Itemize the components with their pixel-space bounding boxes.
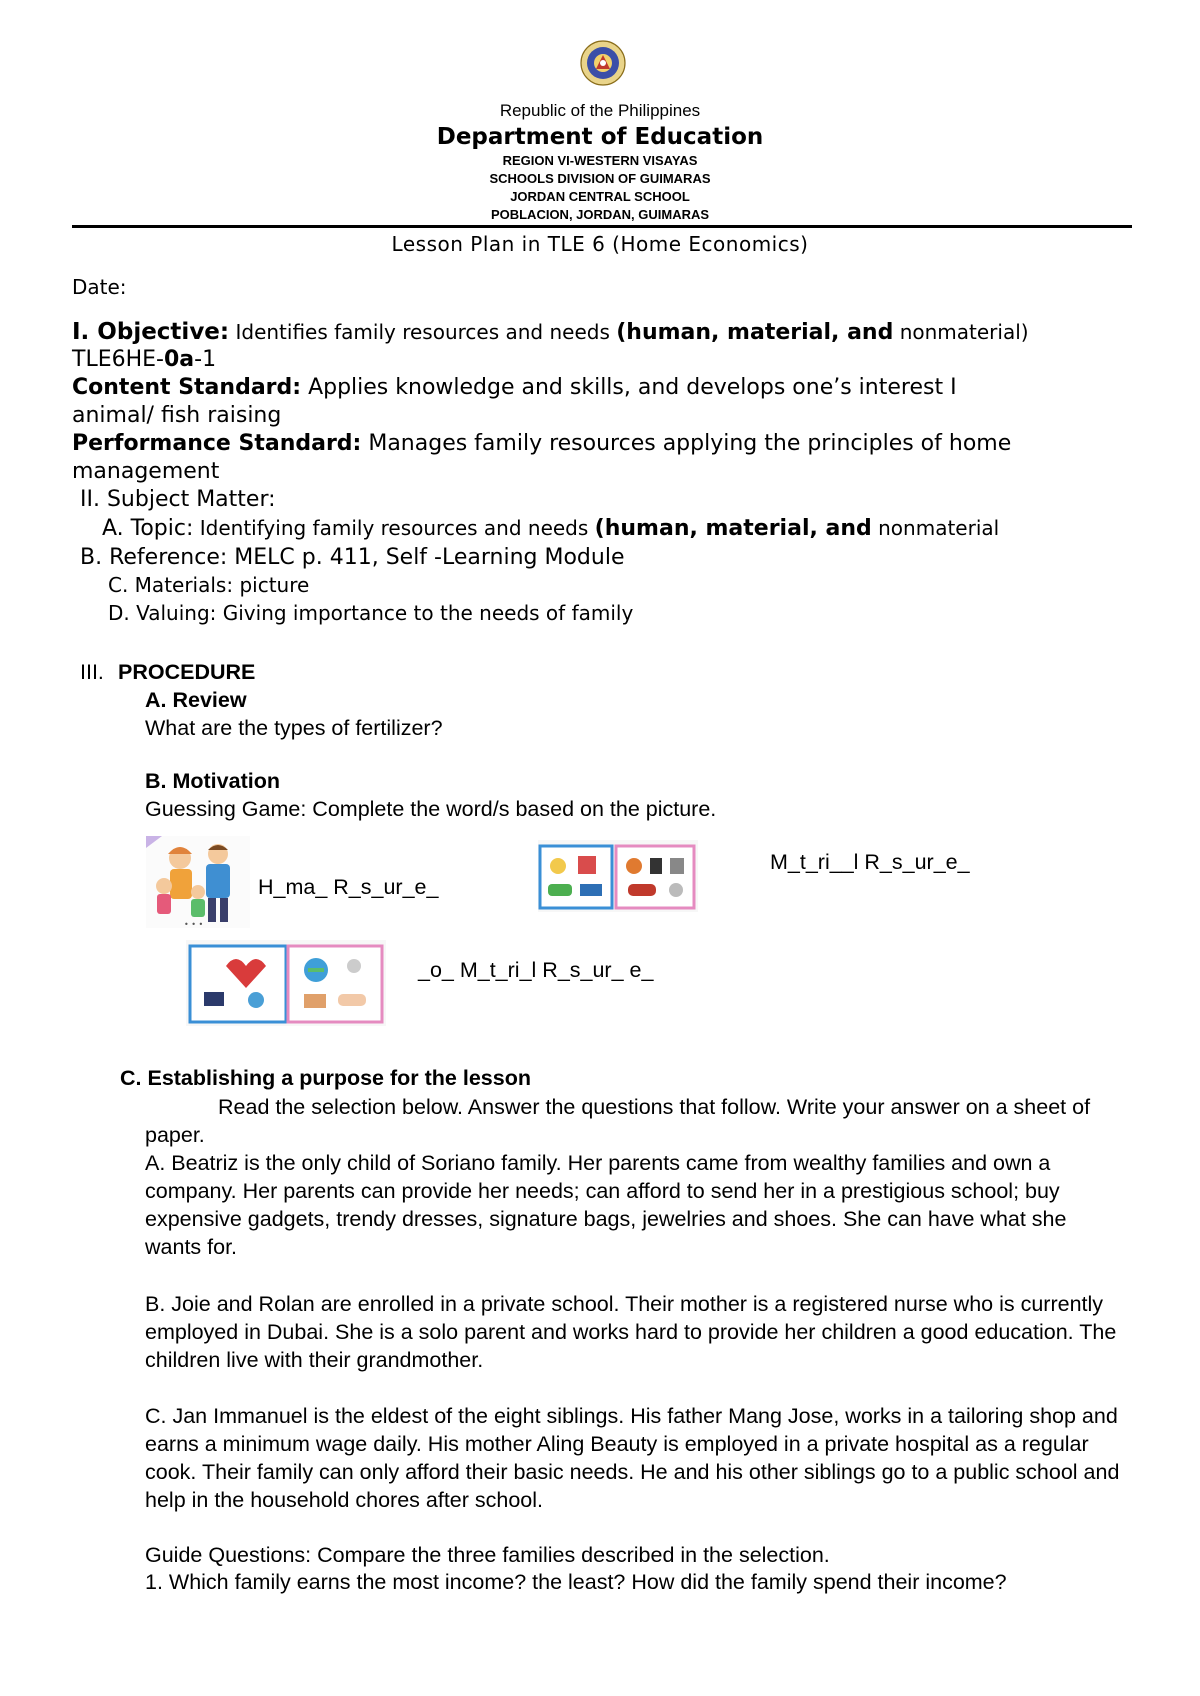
- material-resources-picture: [538, 840, 698, 912]
- purpose-heading: C. Establishing a purpose for the lesson: [120, 1066, 531, 1090]
- school-line: JORDAN CENTRAL SCHOOL: [510, 189, 690, 204]
- story-a: A. Beatriz is the only child of Soriano family. Her parents came from wealthy families and own a company. Her parents can provide her needs; can afford to send her in a prestigious school; buy expensive gadgets, trendy dresses, signature bags, jewelries and shoes. She can have what she wants for.: [145, 1151, 1067, 1259]
- topic-text: Identifying family resources and needs: [199, 516, 589, 540]
- topic-label: A. Topic:: [102, 516, 194, 541]
- content-standard-text: Applies knowledge and skills, and develops one’s interest I: [308, 375, 957, 400]
- story-c: C. Jan Immanuel is the eldest of the eight siblings. His father Mang Jose, works in a tailoring shop and earns a minimum wage daily. His mother Aling Beauty is employed in a private hospital as a regular cook. Their family can only afford their basic needs. He and his other siblings go to a public school and help in the household chores after school.: [145, 1404, 1120, 1512]
- competency-code: [72, 347, 216, 372]
- motivation-text: Guessing Game: Complete the word/s based on the picture.: [145, 797, 717, 821]
- nonmaterial-resources-picture: [186, 940, 386, 1026]
- code-prefix: TLE6HE-: [72, 347, 164, 372]
- valuing-line: D. Valuing: Giving importance to the needs of family: [108, 601, 634, 625]
- subject-matter-heading: II. Subject Matter:: [80, 487, 276, 512]
- procedure-numeral: III.: [80, 660, 104, 684]
- code-bold: 0a: [163, 347, 195, 372]
- topic-line: [102, 516, 999, 541]
- address-line: POBLACION, JORDAN, GUIMARAS: [490, 207, 710, 222]
- guide-questions: Guide Questions: Compare the three families described in the selection.: [145, 1543, 830, 1567]
- motivation-heading: B. Motivation: [145, 769, 280, 793]
- review-heading: A. Review: [145, 688, 247, 712]
- content-standard-label: Content Standard:: [72, 375, 302, 400]
- objective-tail: nonmaterial): [899, 320, 1029, 344]
- date-label: Date:: [72, 275, 127, 299]
- reference-line: B. Reference: MELC p. 411, Self -Learning Module: [80, 545, 625, 570]
- header-rule: [72, 225, 1132, 228]
- division-line: SCHOOLS DIVISION OF GUIMARAS: [489, 171, 711, 186]
- puzzle-nonmaterial-resources: _o_ M_t_ri_l R_s_ur_ e_: [418, 958, 654, 982]
- family-picture: [146, 836, 250, 928]
- lesson-title: Lesson Plan in TLE 6 (Home Economics): [391, 232, 809, 256]
- puzzle-material-resources: M_t_ri__l R_s_ur_e_: [770, 850, 970, 874]
- objective-label: I. Objective:: [72, 319, 230, 345]
- story-b: B. Joie and Rolan are enrolled in a private school. Their mother is a registered nurse who is currently employed in Dubai. She is a solo parent and works hard to provide her children a good education. The children live with their grandmother.: [145, 1292, 1117, 1372]
- region-line: REGION VI-WESTERN VISAYAS: [502, 153, 698, 168]
- question-1: 1. Which family earns the most income? the least? How did the family spend their income?: [145, 1570, 1007, 1594]
- puzzle-human-resources: H_ma_ R_s_ur_e_: [258, 875, 439, 899]
- objective-bold: (human, material, and: [616, 320, 894, 345]
- objective-text: Identifies family resources and needs: [235, 320, 610, 344]
- performance-standard-label: Performance Standard:: [72, 431, 362, 456]
- republic-line: Republic of the Philippines: [499, 101, 701, 120]
- svg-text:• • •: • • •: [184, 920, 204, 928]
- materials-line: C. Materials: picture: [108, 573, 310, 597]
- performance-standard-line2: management: [72, 459, 220, 484]
- content-standard-line1: [72, 375, 957, 400]
- department-name: Department of Education: [436, 124, 764, 150]
- performance-standard-text: Manages family resources applying the principles of home: [368, 431, 1012, 456]
- procedure-heading: PROCEDURE: [118, 660, 256, 684]
- topic-bold: (human, material, and: [594, 516, 872, 541]
- deped-seal: [580, 40, 626, 86]
- instruction-paragraph: Read the selection below. Answer the questions that follow. Write your answer on a sheet of paper.: [145, 1095, 1091, 1147]
- content-standard-line2: animal/ fish raising: [72, 403, 282, 428]
- performance-standard-line1: [72, 431, 1011, 456]
- code-suffix: -1: [194, 347, 217, 372]
- topic-tail: nonmaterial: [878, 516, 1000, 540]
- objective-line: [72, 319, 1029, 345]
- review-question: What are the types of fertilizer?: [145, 716, 443, 740]
